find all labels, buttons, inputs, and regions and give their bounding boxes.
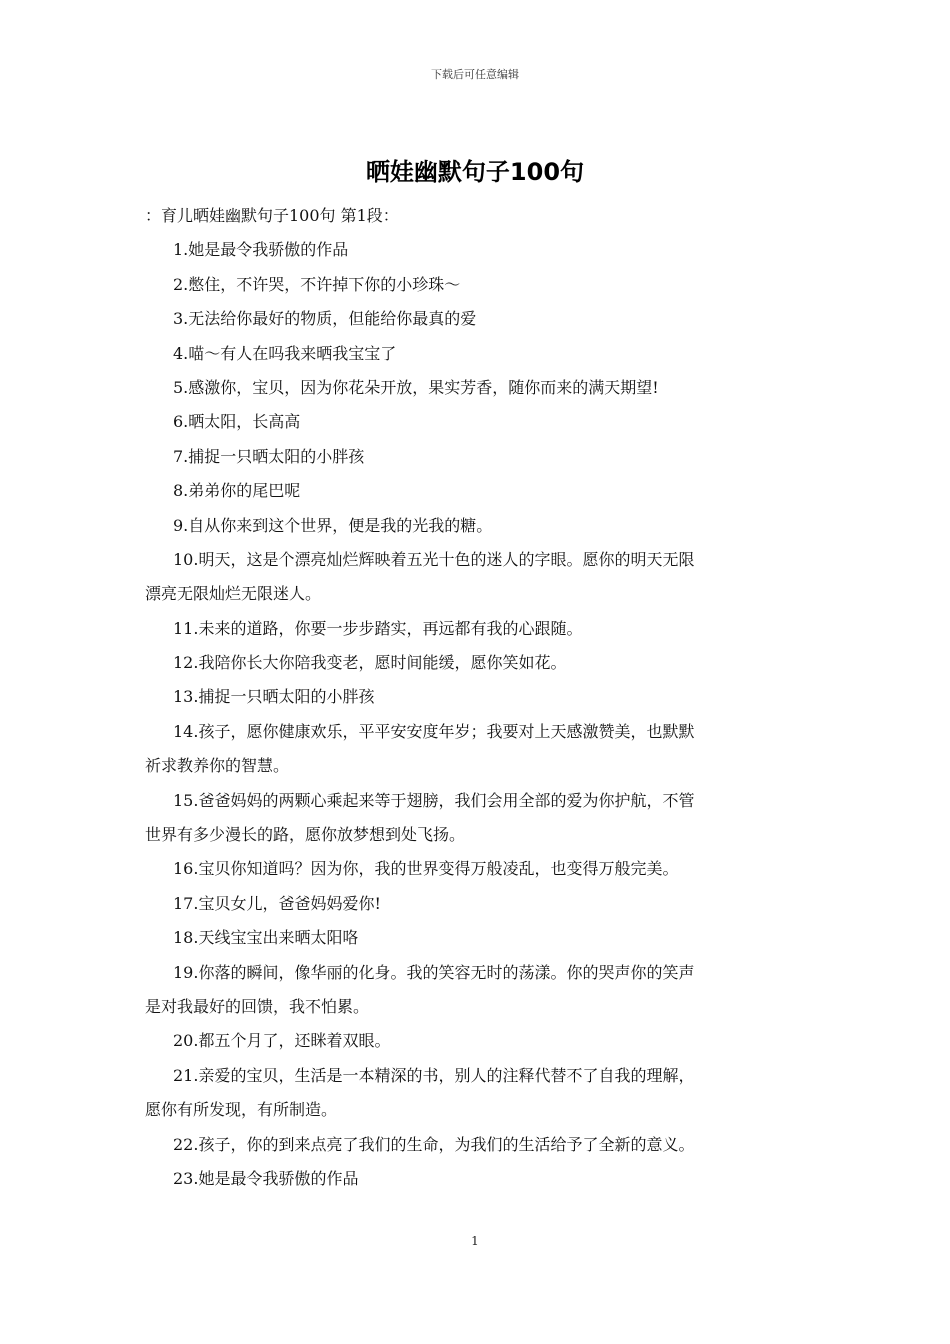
sentence-item: 12.我陪你长大你陪我变老，愿时间能缓，愿你笑如花。 <box>173 653 567 673</box>
sentence-item: 15.爸爸妈妈的两颗心乘起来等于翅膀，我们会用全部的爱为你护航，不管 <box>173 790 695 810</box>
sentence-item: 22.孩子，你的到来点亮了我们的生命，为我们的生活给予了全新的意义。 <box>173 1134 695 1154</box>
sentence-item: 18.天线宝宝出来晒太阳咯 <box>173 928 359 948</box>
page-number: 1 <box>471 1234 479 1248</box>
sentence-item: 4.喵～有人在吗我来晒我宝宝了 <box>173 343 397 363</box>
sentence-item: 14.孩子，愿你健康欢乐，平平安安度年岁；我要对上天感激赞美，也默默 <box>173 721 695 741</box>
sentence-continuation: 漂亮无限灿烂无限迷人。 <box>145 584 322 604</box>
sentence-item: 21.亲爱的宝贝，生活是一本精深的书，别人的注释代替不了自我的理解， <box>173 1065 695 1085</box>
sentence-item: 13.捕捉一只晒太阳的小胖孩 <box>173 687 375 707</box>
sentence-continuation: 世界有多少漫长的路，愿你放梦想到处飞扬。 <box>145 825 466 845</box>
sentence-item: 7.捕捉一只晒太阳的小胖孩 <box>173 446 365 466</box>
sentence-item: 19.你落的瞬间，像华丽的化身。我的笑容无时的荡漾。你的哭声你的笑声 <box>173 962 695 982</box>
sentence-item: 17.宝贝女儿，爸爸妈妈爱你! <box>173 893 381 913</box>
sentence-item: 10.明天，这是个漂亮灿烂辉映着五光十色的迷人的字眼。愿你的明天无限 <box>173 549 695 569</box>
sentence-continuation: 是对我最好的回馈，我不怕累。 <box>145 996 370 1016</box>
sentence-item: 20.都五个月了，还眯着双眼。 <box>173 1031 391 1051</box>
sentence-item: 3.无法给你最好的物质，但能给你最真的爱 <box>173 309 477 329</box>
intro-line: ：育儿晒娃幽默句子100句 第1段： <box>145 206 399 225</box>
sentence-item: 6.晒太阳，长高高 <box>173 412 301 432</box>
sentence-item: 23.她是最令我骄傲的作品 <box>173 1168 359 1188</box>
document-body <box>145 199 813 1196</box>
sentence-item: 11.未来的道路，你要一步步踏实，再远都有我的心跟随。 <box>173 618 583 638</box>
sentence-item: 2.憋住，不许哭，不许掉下你的小珍珠～ <box>173 274 461 294</box>
header-note: 下载后可任意编辑 <box>431 68 519 81</box>
sentence-continuation: 祈求教养你的智慧。 <box>145 756 290 776</box>
sentence-item: 1.她是最令我骄傲的作品 <box>173 240 349 260</box>
sentence-item: 5.感激你，宝贝，因为你花朵开放，果实芳香，随你而来的满天期望! <box>173 377 659 397</box>
sentence-continuation: 愿你有所发现，有所制造。 <box>145 1100 338 1120</box>
sentence-item: 9.自从你来到这个世界，便是我的光我的糖。 <box>173 515 493 535</box>
sentence-item: 8.弟弟你的尾巴呢 <box>173 481 301 501</box>
document-title: 晒娃幽默句子100句 <box>365 158 585 186</box>
sentence-list <box>145 233 813 1196</box>
sentence-item: 16.宝贝你知道吗？因为你，我的世界变得万般凌乱，也变得万般完美。 <box>173 859 679 879</box>
